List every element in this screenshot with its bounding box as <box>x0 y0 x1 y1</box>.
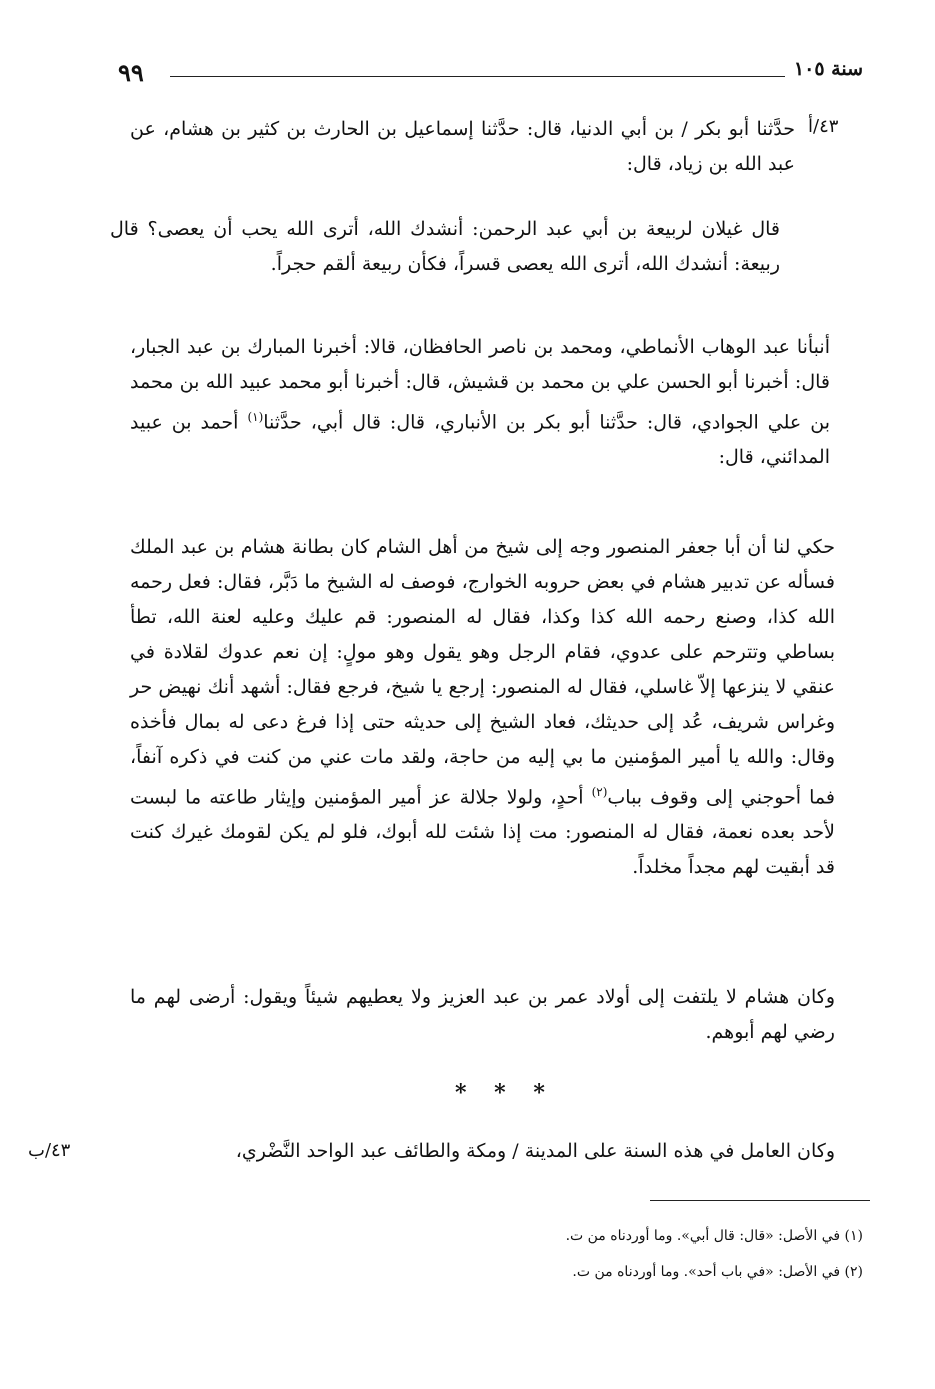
footnote-1: (١) في الأصل: «قال: قال أبي». وما أوردناه من ت. <box>565 1228 863 1244</box>
paragraph-mansur-story: حكي لنا أن أبا جعفر المنصور وجه إلى شيخ من أهل الشام كان بطانة هشام بن عبد الملك فسأله عن تدبير هشام في بعض حروبه الخوارج، فوصف له الشيخ ما دَبَّر، فقال: فعل رحمه الله كذا، وصنع رحمه الله كذا وكذا، فقال له المنصور: قم عليك وعليه لعنة الله، تطأ بساطي وتترحم على عدوي، فقام الرجل وهو يقول وهو مولٍ: إن نعم عدوك لقلادة في عنقي لا ينزعها إلاّ غاسلي، فقال له المنصور: إرجع يا شيخ، فرجع فقال: أشهد أنك نهيض حر وغراس شريف، عُد إلى حديثك، فعاد الشيخ إلى حديثه حتى إذا فرغ دعى له بمال فأخذه وقال: والله يا أمير المؤمنين ما بي إليه من حاجة، ولقد مات عني من كنت في ذكره آنفاً، فما أحوجني إلى وقوف بباب$^{(٢)}$ أحدٍ، ولولا جلالة عز أمير المؤمنين وإيثار طاعته ما لبست لأحد بعده نعمة، فقال له المنصور: مت إذا شئت لله أبوك، فلو لم يكن لقومك غيرك كنت قد أبقيت لهم مجداً مخلداً. <box>130 536 836 879</box>
paragraph-governor: وكان العامل في هذه السنة على المدينة / ومكة والطائف عبد الواحد النَّضْري، <box>235 1140 835 1162</box>
margin-folio-ref: ٤٣/أ <box>808 116 839 137</box>
paragraph-hisham: وكان هشام لا يلتفت إلى أولاد عمر بن عبد العزيز ولا يعطيهم شيئاً ويقول: أرضى لهم ما رضي لهم أبوهم. <box>130 986 835 1043</box>
footnote-rule <box>650 1200 870 1201</box>
page-header <box>118 58 863 88</box>
paragraph-isnad-2: أنبأنا عبد الوهاب الأنماطي، ومحمد بن ناصر الحافظان، قالا: أخبرنا المبارك بن عبد الجبار، قال: أخبرنا أبو الحسن علي بن محمد بن قشيش، قال: أخبرنا أبو محمد عبيد الله بن محمد بن علي الجوادي، قال: حدَّثنا أبو بكر بن الأنباري، قال: قال أبي، حدَّثنا$^{(١)}$ أحمد بن عبيد المدائني، قال: <box>130 336 830 469</box>
page-number: ٩٩ <box>118 58 144 87</box>
margin-folio-ref-2: ٤٣/ب <box>28 1140 71 1161</box>
section-separator: * * * <box>455 1080 555 1106</box>
running-title: سنة ١٠٥ <box>793 58 863 80</box>
footnote-2: (٢) في الأصل: «في باب أحد». وما أوردناه من ت. <box>572 1264 863 1280</box>
footnote-ref-1[interactable]: (١) <box>247 410 264 424</box>
header-rule <box>170 76 785 77</box>
paragraph-isnad-1: حدَّثنا أبو بكر / بن أبي الدنيا، قال: حدَّثنا إسماعيل بن الحارث بن كثير بن هشام، عن عبد الله بن زياد، قال: <box>130 118 795 175</box>
paragraph-ghaylan: قال غيلان لربيعة بن أبي عبد الرحمن: أنشدك الله، أترى الله يحب أن يعصى؟ قال ربيعة: أنشدك الله، أترى الله يعصى قسراً، فكأن ربيعة ألقم حجراً. <box>110 218 780 275</box>
footnote-ref-2[interactable]: (٢) <box>591 785 608 799</box>
